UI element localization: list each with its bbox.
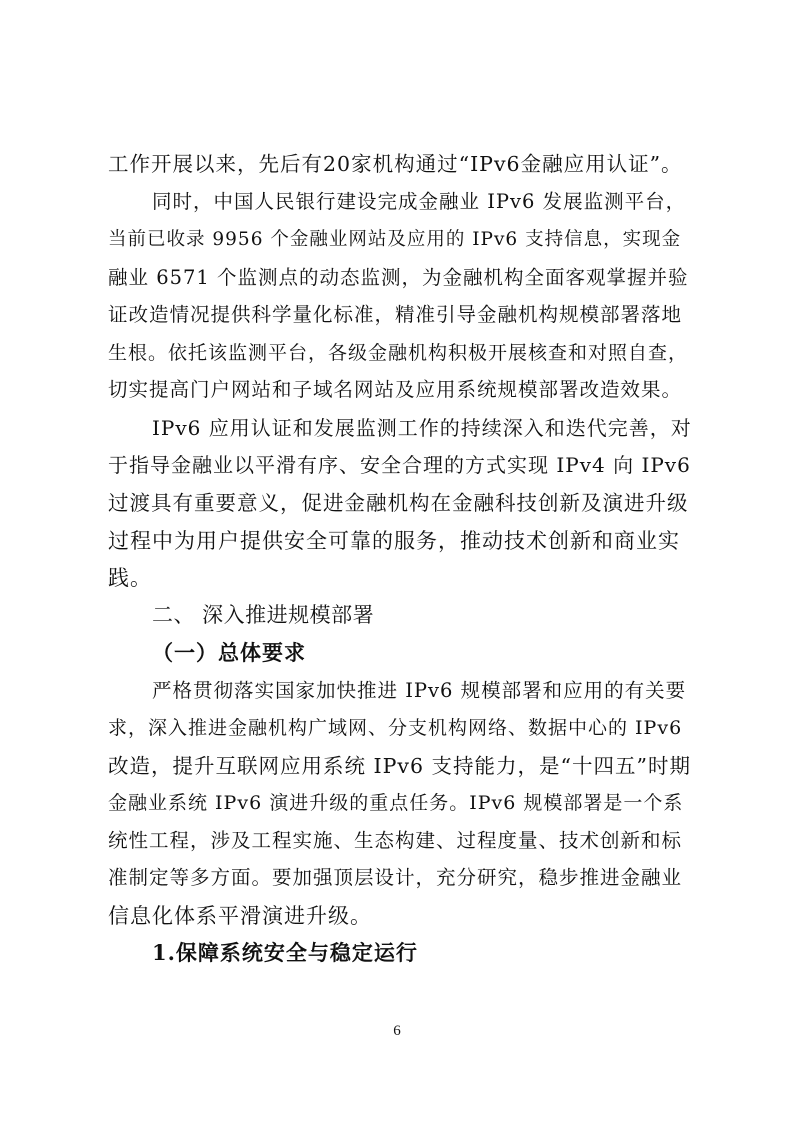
paragraph-line: 同时，中国人民银行建设完成金融业 IPv6 发展监测平台， xyxy=(152,190,687,213)
page-number: 6 xyxy=(393,1023,401,1039)
paragraph-line: 准制定等多方面。要加强顶层设计，充分研究，稳步推进金融业 xyxy=(108,866,683,889)
paragraph-line: 于指导金融业以平滑有序、安全合理的方式实现 IPv4 向 IPv6 xyxy=(108,453,691,477)
paragraph-line: 过渡具有重要意义，促进金融机构在金融科技创新及演进升级 xyxy=(108,491,689,515)
paragraph-line: 践。 xyxy=(108,566,152,590)
numbered-heading: 1.保障系统安全与稳定运行 xyxy=(152,940,418,965)
paragraph-line: 金融业系统 IPv6 演进升级的重点任务。IPv6 规模部署是一个系 xyxy=(108,792,684,814)
paragraph-line: 生根。依托该监测平台，各级金融机构积极开展核查和对照自查， xyxy=(108,342,689,364)
paragraph-line: 统性工程，涉及工程实施、生态构建、过程度量、技术创新和标 xyxy=(108,829,683,852)
paragraph-line: 严格贯彻落实国家加快推进 IPv6 规模部署和应用的有关要 xyxy=(152,679,687,702)
paragraph-line: 改造，提升互联网应用系统 IPv6 支持能力，是“十四五”时期 xyxy=(108,754,692,778)
paragraph-line: 过程中为用户提供安全可靠的服务，推动技术创新和商业实 xyxy=(108,529,680,553)
section-heading: 二、 深入推进规模部署 xyxy=(152,603,375,627)
paragraph-line: 融业 6571 个监测点的动态监测，为金融机构全面客观掌握并验 xyxy=(108,266,689,289)
paragraph-line: 当前已收录 9956 个金融业网站及应用的 IPv6 支持信息，实现金 xyxy=(108,229,682,250)
paragraph-line: 信息化体系平滑演进升级。 xyxy=(108,904,372,928)
paragraph-line: IPv6 应用认证和发展监测工作的持续深入和迭代完善，对 xyxy=(152,416,692,440)
subsection-heading: （一）总体要求 xyxy=(152,640,306,665)
paragraph-line: 求，深入推进金融机构广域网、分支机构网络、数据中心的 IPv6 xyxy=(108,717,683,739)
paragraph-line: 工作开展以来，先后有20家机构通过“IPv6金融应用认证”。 xyxy=(108,152,683,176)
paragraph-line: 切实提高门户网站和子域名网站及应用系统规模部署改造效果。 xyxy=(108,378,683,401)
paragraph-line: 证改造情况提供科学量化标准，精准引导金融机构规模部署落地 xyxy=(108,303,683,326)
